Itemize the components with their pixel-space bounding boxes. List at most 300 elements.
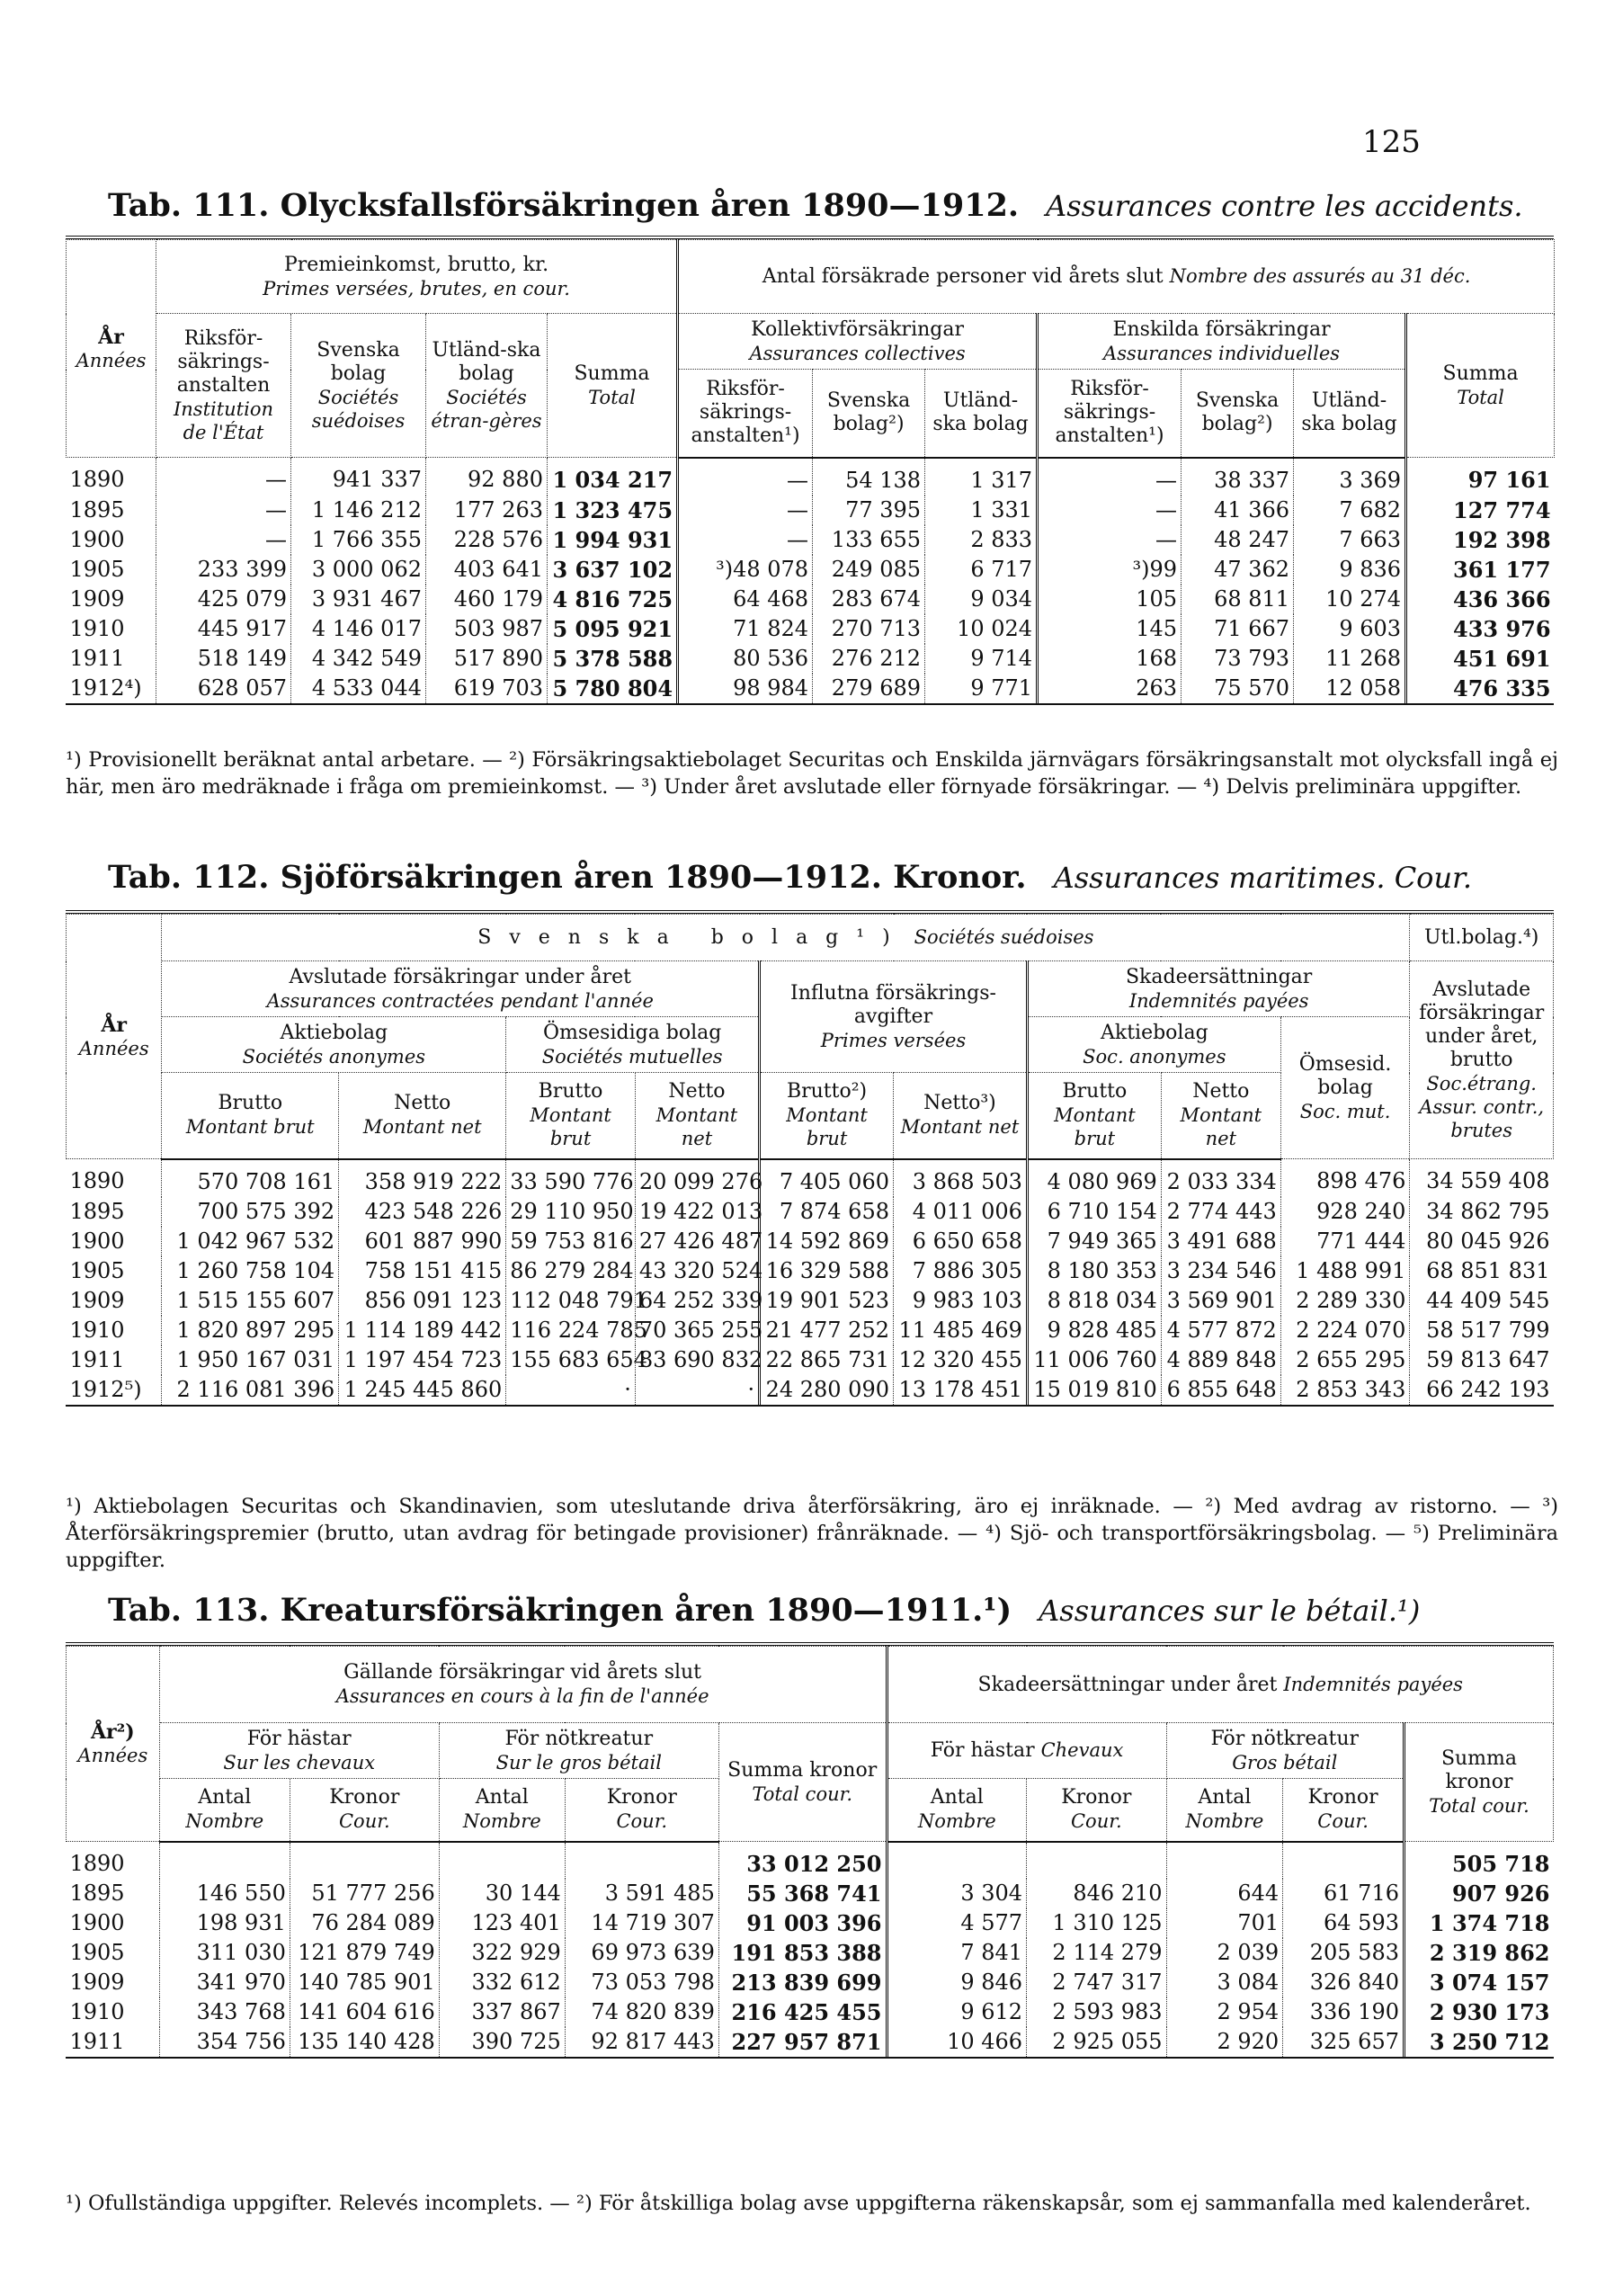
tab113-row <box>67 1938 1554 1968</box>
tab111-cell: 1 323 475 <box>548 496 678 525</box>
tab112-cell: 771 444 <box>1280 1227 1410 1256</box>
tab112-h-brutto-2: Brutto Montant brut <box>506 1073 636 1159</box>
tab111-cell: ³)99 <box>1038 555 1182 585</box>
tab111-cell: 73 793 <box>1182 644 1294 674</box>
tab112-cell: 11 006 760 <box>1027 1345 1161 1375</box>
tab112-cell: 155 683 654 <box>506 1345 636 1375</box>
tab113-cell: 2 114 279 <box>1027 1938 1167 1968</box>
tab111-cell: 451 691 <box>1406 644 1555 674</box>
tab113-h-year: År²) Années <box>67 1647 160 1842</box>
tab111-cell: 445 917 <box>156 614 291 644</box>
tab113-cell: 1 310 125 <box>1027 1908 1167 1938</box>
tab112-cell: 33 590 776 <box>506 1159 636 1197</box>
tab112-cell: 1 042 967 532 <box>162 1227 339 1256</box>
tab112-cell: 112 048 791 <box>506 1286 636 1316</box>
tab112-cell: 116 224 785 <box>506 1316 636 1345</box>
tab113-cell: 69 973 639 <box>565 1938 718 1968</box>
tab113-h-kronor-3: Kronor Cour. <box>1027 1779 1167 1842</box>
tab111-h-riks3: Riksför-säkrings-anstalten¹) <box>1038 370 1182 458</box>
tab112-year-cell: 1900 <box>69 1228 125 1254</box>
tab113-cell: 343 768 <box>159 1997 290 2027</box>
tab112-footnote: ¹) Aktiebolagen Securitas och Skandinavien, som uteslutande driva återförsäkring, äro ej inräknade. — ²) Med avdrag av ristorno. — ³) Återförsäkringspremier (brutto, utan avdrag för betingade provisioner) frånräknade. — ⁴) Sjö- och transportförsäkringsbolag. — ⁵) Preliminära uppgifter. <box>66 1495 1558 1572</box>
tab113-cell: 3 084 <box>1166 1968 1283 1997</box>
tab112-year-cell: 1912⁵) <box>69 1376 142 1402</box>
tab111-cell: 5 378 588 <box>548 644 678 674</box>
tab112-cell: 22 865 731 <box>760 1345 894 1375</box>
tab113-cell: 322 929 <box>439 1938 565 1968</box>
tab112-cell: 6 855 648 <box>1161 1375 1280 1405</box>
tab112-cell: 1 245 445 860 <box>339 1375 506 1405</box>
tab112-h-netto-3: Netto³) Montant net <box>894 1073 1028 1159</box>
tab112-title <box>108 859 1472 896</box>
tab111-cell: 3 000 062 <box>291 555 426 585</box>
tab111-cell: — <box>1038 458 1182 496</box>
tab112-cell: 86 279 284 <box>506 1256 636 1286</box>
tab111-cell: 97 161 <box>1406 458 1555 496</box>
tab113-cell: 51 777 256 <box>290 1879 439 1908</box>
tab113-cell: 216 425 455 <box>718 1997 887 2027</box>
tab113-title-fr: Assurances sur le bétail.¹) <box>1039 1594 1421 1628</box>
tab111-year-cell: 1895 <box>69 496 125 523</box>
tab113-cell <box>565 1842 718 1880</box>
tab113-cell: 354 756 <box>159 2027 290 2057</box>
tab111-row <box>67 458 1555 496</box>
tab111-title-sv: Tab. 111. Olycksfallsförsäkringen åren 1890—1912. <box>108 187 1020 224</box>
tab111-cell: 361 177 <box>1406 555 1555 585</box>
tab111-cell: 233 399 <box>156 555 291 585</box>
tab111-cell: 80 536 <box>678 644 813 674</box>
tab111-cell: 4 816 725 <box>548 585 678 614</box>
tab112-cell: 358 919 222 <box>339 1159 506 1197</box>
tab112-cell: 58 517 799 <box>1410 1316 1554 1345</box>
tab111-h-utl: Utländ-ska bolag Sociétés étran-gères <box>426 314 548 458</box>
tab111-cell: 64 468 <box>678 585 813 614</box>
tab111-cell: 503 987 <box>426 614 548 644</box>
tab112-year-cell: 1890 <box>69 1168 125 1194</box>
tab111-cell: 1 331 <box>925 496 1038 525</box>
tab112-cell: 7 886 305 <box>894 1256 1028 1286</box>
tab113-cell: 140 785 901 <box>290 1968 439 1997</box>
tab111-footnote: ¹) Provisionellt beräknat antal arbetare. — ²) Försäkringsaktiebolaget Securitas och Enskilda järnvägars försäkringsanstalt mot olycksfall ingå ej här, men äro medräknade i fråga om premieinkomst. — ³) Under året avslutade eller förnyade försäkringar. — ⁴) Delvis preliminära uppgifter. <box>66 748 1558 799</box>
tab112-row <box>67 1286 1554 1316</box>
tab113-cell: 123 401 <box>439 1908 565 1938</box>
tab113-cell: 33 012 250 <box>718 1842 887 1880</box>
tab111-cell: 403 641 <box>426 555 548 585</box>
tab111-cell: 425 079 <box>156 585 291 614</box>
tab111-row <box>67 585 1555 614</box>
tab112-cell: 29 110 950 <box>506 1197 636 1227</box>
tab113-cell: 135 140 428 <box>290 2027 439 2057</box>
tab111-year-cell: 1910 <box>69 615 125 641</box>
tab112-h-infl: Influtna försäkrings-avgifter Primes versées <box>760 961 1028 1073</box>
tab111-cell: 38 337 <box>1182 458 1294 496</box>
tab111-row <box>67 496 1555 525</box>
tab111-cell: — <box>678 525 813 555</box>
tab111-cell: 1 146 212 <box>291 496 426 525</box>
tab111-cell: 279 689 <box>813 674 925 703</box>
tab111-year-cell: 1912⁴) <box>69 675 142 701</box>
tab111-h-sv2: Svenska bolag²) <box>813 370 925 458</box>
tab111-h-riks2: Riksför-säkrings-anstalten¹) <box>678 370 813 458</box>
tab111-h-ensk: Enskilda försäkringar Assurances individuelles <box>1038 314 1406 370</box>
tab111-cell: 3 637 102 <box>548 555 678 585</box>
tab113-cell: 907 926 <box>1404 1879 1553 1908</box>
tab113-cell: 2 920 <box>1166 2027 1283 2057</box>
tab112-cell: 2 655 295 <box>1280 1345 1410 1375</box>
tab111-cell: 7 663 <box>1294 525 1406 555</box>
tab111-row <box>67 614 1555 644</box>
tab111-h-koll: Kollektivförsäkringar Assurances collectives <box>678 314 1038 370</box>
tab111-cell: — <box>156 525 291 555</box>
tab112-cell: 2 853 343 <box>1280 1375 1410 1405</box>
tab112-table <box>66 910 1554 1407</box>
tab112-h-aktie: Aktiebolag Sociétés anonymes <box>162 1017 506 1073</box>
tab113-h-kronor-2: Kronor Cour. <box>565 1779 718 1842</box>
tab111-cell: 619 703 <box>426 674 548 703</box>
tab111-cell: 1 994 931 <box>548 525 678 555</box>
tab112-cell: 1 114 189 442 <box>339 1316 506 1345</box>
tab112-cell: · <box>506 1375 636 1405</box>
tab112-cell: 27 426 487 <box>635 1227 759 1256</box>
tab112-cell: 59 753 816 <box>506 1227 636 1256</box>
tab112-cell: 1 197 454 723 <box>339 1345 506 1375</box>
tab112-h-utl-body: Avslutade försäkringar under året, brutto Soc.étrang. Assur. contr., brutes <box>1410 961 1554 1159</box>
tab112-cell: 14 592 869 <box>760 1227 894 1256</box>
tab111-cell: — <box>1038 496 1182 525</box>
tab112-cell: 928 240 <box>1280 1197 1410 1227</box>
tab112-h-omses: Ömsesidiga bolag Sociétés mutuelles <box>506 1017 760 1073</box>
tab113-cell: 2 930 173 <box>1404 1997 1553 2027</box>
tab112-title-sv: Tab. 112. Sjöförsäkringen åren 1890—1912. Kronor. <box>108 859 1027 896</box>
tab113-h-antal-3: Antal Nombre <box>887 1779 1027 1842</box>
tab111-cell: 77 395 <box>813 496 925 525</box>
tab112-cell: 19 422 013 <box>635 1197 759 1227</box>
tab113-cell: 198 931 <box>159 1908 290 1938</box>
tab113-cell: 30 144 <box>439 1879 565 1908</box>
tab112-year-cell: 1905 <box>69 1257 125 1283</box>
tab112-cell: 16 329 588 <box>760 1256 894 1286</box>
tab112-h-netto-1: Netto Montant net <box>339 1073 506 1159</box>
tab111-cell: 71 667 <box>1182 614 1294 644</box>
tab111-cell: 476 335 <box>1406 674 1555 703</box>
tab113-cell: 7 841 <box>887 1938 1027 1968</box>
tab113-cell: 3 074 157 <box>1404 1968 1553 1997</box>
tab111-cell: 54 138 <box>813 458 925 496</box>
tab111-cell: 6 717 <box>925 555 1038 585</box>
tab112-cell: 7 405 060 <box>760 1159 894 1197</box>
tab111-cell: 9 603 <box>1294 614 1406 644</box>
tab111-cell: 5 780 804 <box>548 674 678 703</box>
tab112-cell: 898 476 <box>1280 1159 1410 1197</box>
tab113-cell: 2 319 862 <box>1404 1938 1553 1968</box>
tab111-cell: 145 <box>1038 614 1182 644</box>
tab111-cell: 941 337 <box>291 458 426 496</box>
tab112-h-brutto-4: Brutto Montant brut <box>1027 1073 1161 1159</box>
tab112-h-utl: Utl.bolag.⁴) <box>1410 915 1554 961</box>
tab113-cell: 341 970 <box>159 1968 290 1997</box>
tab113-cell: 74 820 839 <box>565 1997 718 2027</box>
tab112-cell: 59 813 647 <box>1410 1345 1554 1375</box>
tab112-cell: 2 116 081 396 <box>162 1375 339 1405</box>
tab113-h-not: För nötkreatur Sur le gros bétail <box>439 1723 718 1779</box>
tab111-cell: 168 <box>1038 644 1182 674</box>
tab113-cell: 9 846 <box>887 1968 1027 1997</box>
tab111-cell: 133 655 <box>813 525 925 555</box>
tab111-cell: 9 034 <box>925 585 1038 614</box>
tab111-title-fr: Assurances contre les accidents. <box>1046 189 1523 223</box>
tab113-cell: 4 577 <box>887 1908 1027 1938</box>
tab113-cell <box>1027 1842 1167 1880</box>
tab112-cell: 423 548 226 <box>339 1197 506 1227</box>
tab112-cell: 8 180 353 <box>1027 1256 1161 1286</box>
tab113-cell: 701 <box>1166 1908 1283 1938</box>
tab112-cell: 15 019 810 <box>1027 1375 1161 1405</box>
tab113-cell: 55 368 741 <box>718 1879 887 1908</box>
tab113-year-cell: 1911 <box>69 2029 125 2054</box>
tab111-h-year: År Années <box>67 240 156 458</box>
tab111-cell: 47 362 <box>1182 555 1294 585</box>
tab111-cell: 9 714 <box>925 644 1038 674</box>
tab111-cell: ³)48 078 <box>678 555 813 585</box>
tab111-cell: 10 274 <box>1294 585 1406 614</box>
tab111-cell: 3 931 467 <box>291 585 426 614</box>
tab112-cell: 3 569 901 <box>1161 1286 1280 1316</box>
tab111-cell: — <box>156 458 291 496</box>
tab113-h-summa2: Summa kronor Total cour. <box>1404 1723 1553 1842</box>
tab112-cell: 4 577 872 <box>1161 1316 1280 1345</box>
tab112-cell: 1 515 155 607 <box>162 1286 339 1316</box>
tab112-row <box>67 1375 1554 1405</box>
tab113-cell: 91 003 396 <box>718 1908 887 1938</box>
tab112-cell: 7 874 658 <box>760 1197 894 1227</box>
tab112-h-brutto-3: Brutto²) Montant brut <box>760 1073 894 1159</box>
tab112-cell: · <box>635 1375 759 1405</box>
tab111-cell: 98 984 <box>678 674 813 703</box>
tab113-cell: 332 612 <box>439 1968 565 1997</box>
tab113-row <box>67 1879 1554 1908</box>
tab113-cell: 191 853 388 <box>718 1938 887 1968</box>
tab111-cell: 177 263 <box>426 496 548 525</box>
tab112-cell: 3 491 688 <box>1161 1227 1280 1256</box>
tab112-h-netto-4: Netto Montant net <box>1161 1073 1280 1159</box>
tab112-row <box>67 1227 1554 1256</box>
tab111-cell: 2 833 <box>925 525 1038 555</box>
tab113-cell <box>887 1842 1027 1880</box>
tab112-cell: 66 242 193 <box>1410 1375 1554 1405</box>
tab112-cell: 34 559 408 <box>1410 1159 1554 1197</box>
tab111-year-cell: 1911 <box>69 645 125 671</box>
tab112-title-fr: Assurances maritimes. Cour. <box>1053 861 1472 895</box>
tab113-cell: 9 612 <box>887 1997 1027 2027</box>
tab113-year-cell: 1895 <box>69 1881 125 1906</box>
tab113-cell: 390 725 <box>439 2027 565 2057</box>
tab113-row <box>67 1842 1554 1880</box>
tab111-year-cell: 1909 <box>69 585 125 612</box>
tab113-title-sv: Tab. 113. Kreatursförsäkringen åren 1890—1911.¹) <box>108 1592 1012 1629</box>
tab113-cell: 92 817 443 <box>565 2027 718 2057</box>
tab113-cell: 1 374 718 <box>1404 1908 1553 1938</box>
tab112-cell: 21 477 252 <box>760 1316 894 1345</box>
tab112-year-cell: 1909 <box>69 1287 125 1313</box>
tab113-cell <box>290 1842 439 1880</box>
tab111-h-svenska: Svenska bolag Sociétés suédoises <box>291 314 426 458</box>
tab111-cell: 228 576 <box>426 525 548 555</box>
tab113-h-skade: Skadeersättningar under året Indemnités payées <box>887 1647 1553 1723</box>
tab113-h-not2: För nötkreatur Gros bétail <box>1166 1723 1404 1779</box>
tab112-h-omses2: Ömsesid. bolag Soc. mut. <box>1280 1017 1410 1159</box>
tab111-cell: 3 369 <box>1294 458 1406 496</box>
tab113-cell: 146 550 <box>159 1879 290 1908</box>
tab112-cell: 1 950 167 031 <box>162 1345 339 1375</box>
tab112-cell: 13 178 451 <box>894 1375 1028 1405</box>
tab113-cell: 3 250 712 <box>1404 2027 1553 2057</box>
tab111-h-antal: Antal försäkrade personer vid årets slut Nombre des assurés au 31 déc. <box>678 240 1555 314</box>
tab113-cell: 73 053 798 <box>565 1968 718 1997</box>
tab113-year-cell: 1910 <box>69 1999 125 2024</box>
tab113-cell <box>159 1842 290 1880</box>
tab112-h-svenska: Svenska bolag¹) Sociétés suédoises <box>162 915 1410 961</box>
tab112-row <box>67 1256 1554 1286</box>
tab111-cell: 436 366 <box>1406 585 1555 614</box>
tab113-title <box>108 1592 1420 1629</box>
tab112-cell: 2 224 070 <box>1280 1316 1410 1345</box>
tab112-cell: 2 033 334 <box>1161 1159 1280 1197</box>
tab112-cell: 19 901 523 <box>760 1286 894 1316</box>
tab113-cell: 64 593 <box>1283 1908 1405 1938</box>
tab111-cell: 263 <box>1038 674 1182 703</box>
tab111-row <box>67 555 1555 585</box>
tab112-cell: 44 409 545 <box>1410 1286 1554 1316</box>
tab113-cell: 227 957 871 <box>718 2027 887 2057</box>
tab113-cell: 326 840 <box>1283 1968 1405 1997</box>
tab113-year-cell: 1909 <box>69 1970 125 1995</box>
tab111-cell: 192 398 <box>1406 525 1555 555</box>
tab111-cell: 7 682 <box>1294 496 1406 525</box>
tab113-year-cell: 1905 <box>69 1940 125 1965</box>
tab111-cell: 283 674 <box>813 585 925 614</box>
tab111-row <box>67 674 1555 703</box>
tab113-h-kronor-4: Kronor Cour. <box>1283 1779 1405 1842</box>
tab113-row <box>67 1997 1554 2027</box>
tab112-cell: 570 708 161 <box>162 1159 339 1197</box>
tab113-cell: 337 867 <box>439 1997 565 2027</box>
tab111-cell: 628 057 <box>156 674 291 703</box>
tab112-cell: 3 868 503 <box>894 1159 1028 1197</box>
tab113-cell: 505 718 <box>1404 1842 1553 1880</box>
tab113-table <box>66 1642 1554 2059</box>
tab112-cell: 1 488 991 <box>1280 1256 1410 1286</box>
tab112-h-avsl: Avslutade försäkringar under året Assurances contractées pendant l'année <box>162 961 760 1017</box>
tab112-cell: 4 080 969 <box>1027 1159 1161 1197</box>
tab113-cell: 846 210 <box>1027 1879 1167 1908</box>
tab113-cell: 76 284 089 <box>290 1908 439 1938</box>
tab113-cell: 121 879 749 <box>290 1938 439 1968</box>
tab111-cell: 92 880 <box>426 458 548 496</box>
tab111-cell: 1 034 217 <box>548 458 678 496</box>
tab113-cell <box>1283 1842 1405 1880</box>
tab111-h-sv3: Svenska bolag²) <box>1182 370 1294 458</box>
tab111-title <box>108 187 1523 224</box>
tab113-cell: 2 954 <box>1166 1997 1283 2027</box>
tab112-h-brutto-1: Brutto Montant brut <box>162 1073 339 1159</box>
tab113-h-kronor-1: Kronor Cour. <box>290 1779 439 1842</box>
tab112-cell: 70 365 255 <box>635 1316 759 1345</box>
tab112-row <box>67 1159 1554 1197</box>
tab112-cell: 24 280 090 <box>760 1375 894 1405</box>
tab111-h-summa2: Summa Total <box>1406 314 1555 458</box>
tab113-cell: 10 466 <box>887 2027 1027 2057</box>
tab112-cell: 758 151 415 <box>339 1256 506 1286</box>
tab112-h-year: År Années <box>67 915 162 1159</box>
tab113-cell: 2 039 <box>1166 1938 1283 1968</box>
tab111-h-riks: Riksför-säkrings-anstalten Institution de l'État <box>156 314 291 458</box>
tab112-cell: 80 045 926 <box>1410 1227 1554 1256</box>
tab111-cell: 4 533 044 <box>291 674 426 703</box>
tab112-cell: 12 320 455 <box>894 1345 1028 1375</box>
tab111-cell: 41 366 <box>1182 496 1294 525</box>
tab112-cell: 9 983 103 <box>894 1286 1028 1316</box>
tab113-cell: 2 925 055 <box>1027 2027 1167 2057</box>
tab111-row <box>67 644 1555 674</box>
tab112-cell: 20 099 276 <box>635 1159 759 1197</box>
tab111-year-cell: 1905 <box>69 556 125 582</box>
tab113-cell: 325 657 <box>1283 2027 1405 2057</box>
tab113-year-cell: 1900 <box>69 1910 125 1935</box>
tab111-cell: — <box>678 496 813 525</box>
tab111-cell: 71 824 <box>678 614 813 644</box>
tab111-cell: 10 024 <box>925 614 1038 644</box>
tab113-cell <box>1166 1842 1283 1880</box>
tab111-year-cell: 1900 <box>69 526 125 552</box>
tab113-cell: 213 839 699 <box>718 1968 887 1997</box>
tab113-h-summa: Summa kronor Total cour. <box>718 1723 887 1842</box>
tab111-cell: 12 058 <box>1294 674 1406 703</box>
tab111-cell: — <box>156 496 291 525</box>
tab112-cell: 7 949 365 <box>1027 1227 1161 1256</box>
tab112-cell: 6 650 658 <box>894 1227 1028 1256</box>
tab113-h-hastar: För hästar Sur les chevaux <box>159 1723 439 1779</box>
tab111-cell: 270 713 <box>813 614 925 644</box>
tab113-row <box>67 1908 1554 1938</box>
tab111-cell: 4 146 017 <box>291 614 426 644</box>
tab113-year-cell: 1890 <box>69 1851 125 1876</box>
tab113-h-gall: Gällande försäkringar vid årets slut Assurances en cours à la fin de l'année <box>159 1647 887 1723</box>
tab112-row <box>67 1316 1554 1345</box>
tab113-row <box>67 2027 1554 2057</box>
page-number: 125 <box>1362 124 1421 160</box>
tab111-cell: 11 268 <box>1294 644 1406 674</box>
tab112-cell: 1 260 758 104 <box>162 1256 339 1286</box>
tab112-cell: 856 091 123 <box>339 1286 506 1316</box>
tab111-cell: 1 317 <box>925 458 1038 496</box>
tab111-cell: 1 766 355 <box>291 525 426 555</box>
tab113-cell: 3 304 <box>887 1879 1027 1908</box>
tab112-cell: 601 887 990 <box>339 1227 506 1256</box>
tab111-cell: 4 342 549 <box>291 644 426 674</box>
tab111-cell: 433 976 <box>1406 614 1555 644</box>
tab111-h-prem: Premieinkomst, brutto, kr. Primes versées, brutes, en cour. <box>156 240 678 314</box>
tab111-cell: 276 212 <box>813 644 925 674</box>
tab112-cell: 9 828 485 <box>1027 1316 1161 1345</box>
tab111-row <box>67 525 1555 555</box>
tab113-cell: 2 747 317 <box>1027 1968 1167 1997</box>
tab112-cell: 1 820 897 295 <box>162 1316 339 1345</box>
tab112-cell: 34 862 795 <box>1410 1197 1554 1227</box>
tab111-cell: 5 095 921 <box>548 614 678 644</box>
tab113-cell: 2 593 983 <box>1027 1997 1167 2027</box>
tab111-cell: 249 085 <box>813 555 925 585</box>
tab111-cell: 75 570 <box>1182 674 1294 703</box>
